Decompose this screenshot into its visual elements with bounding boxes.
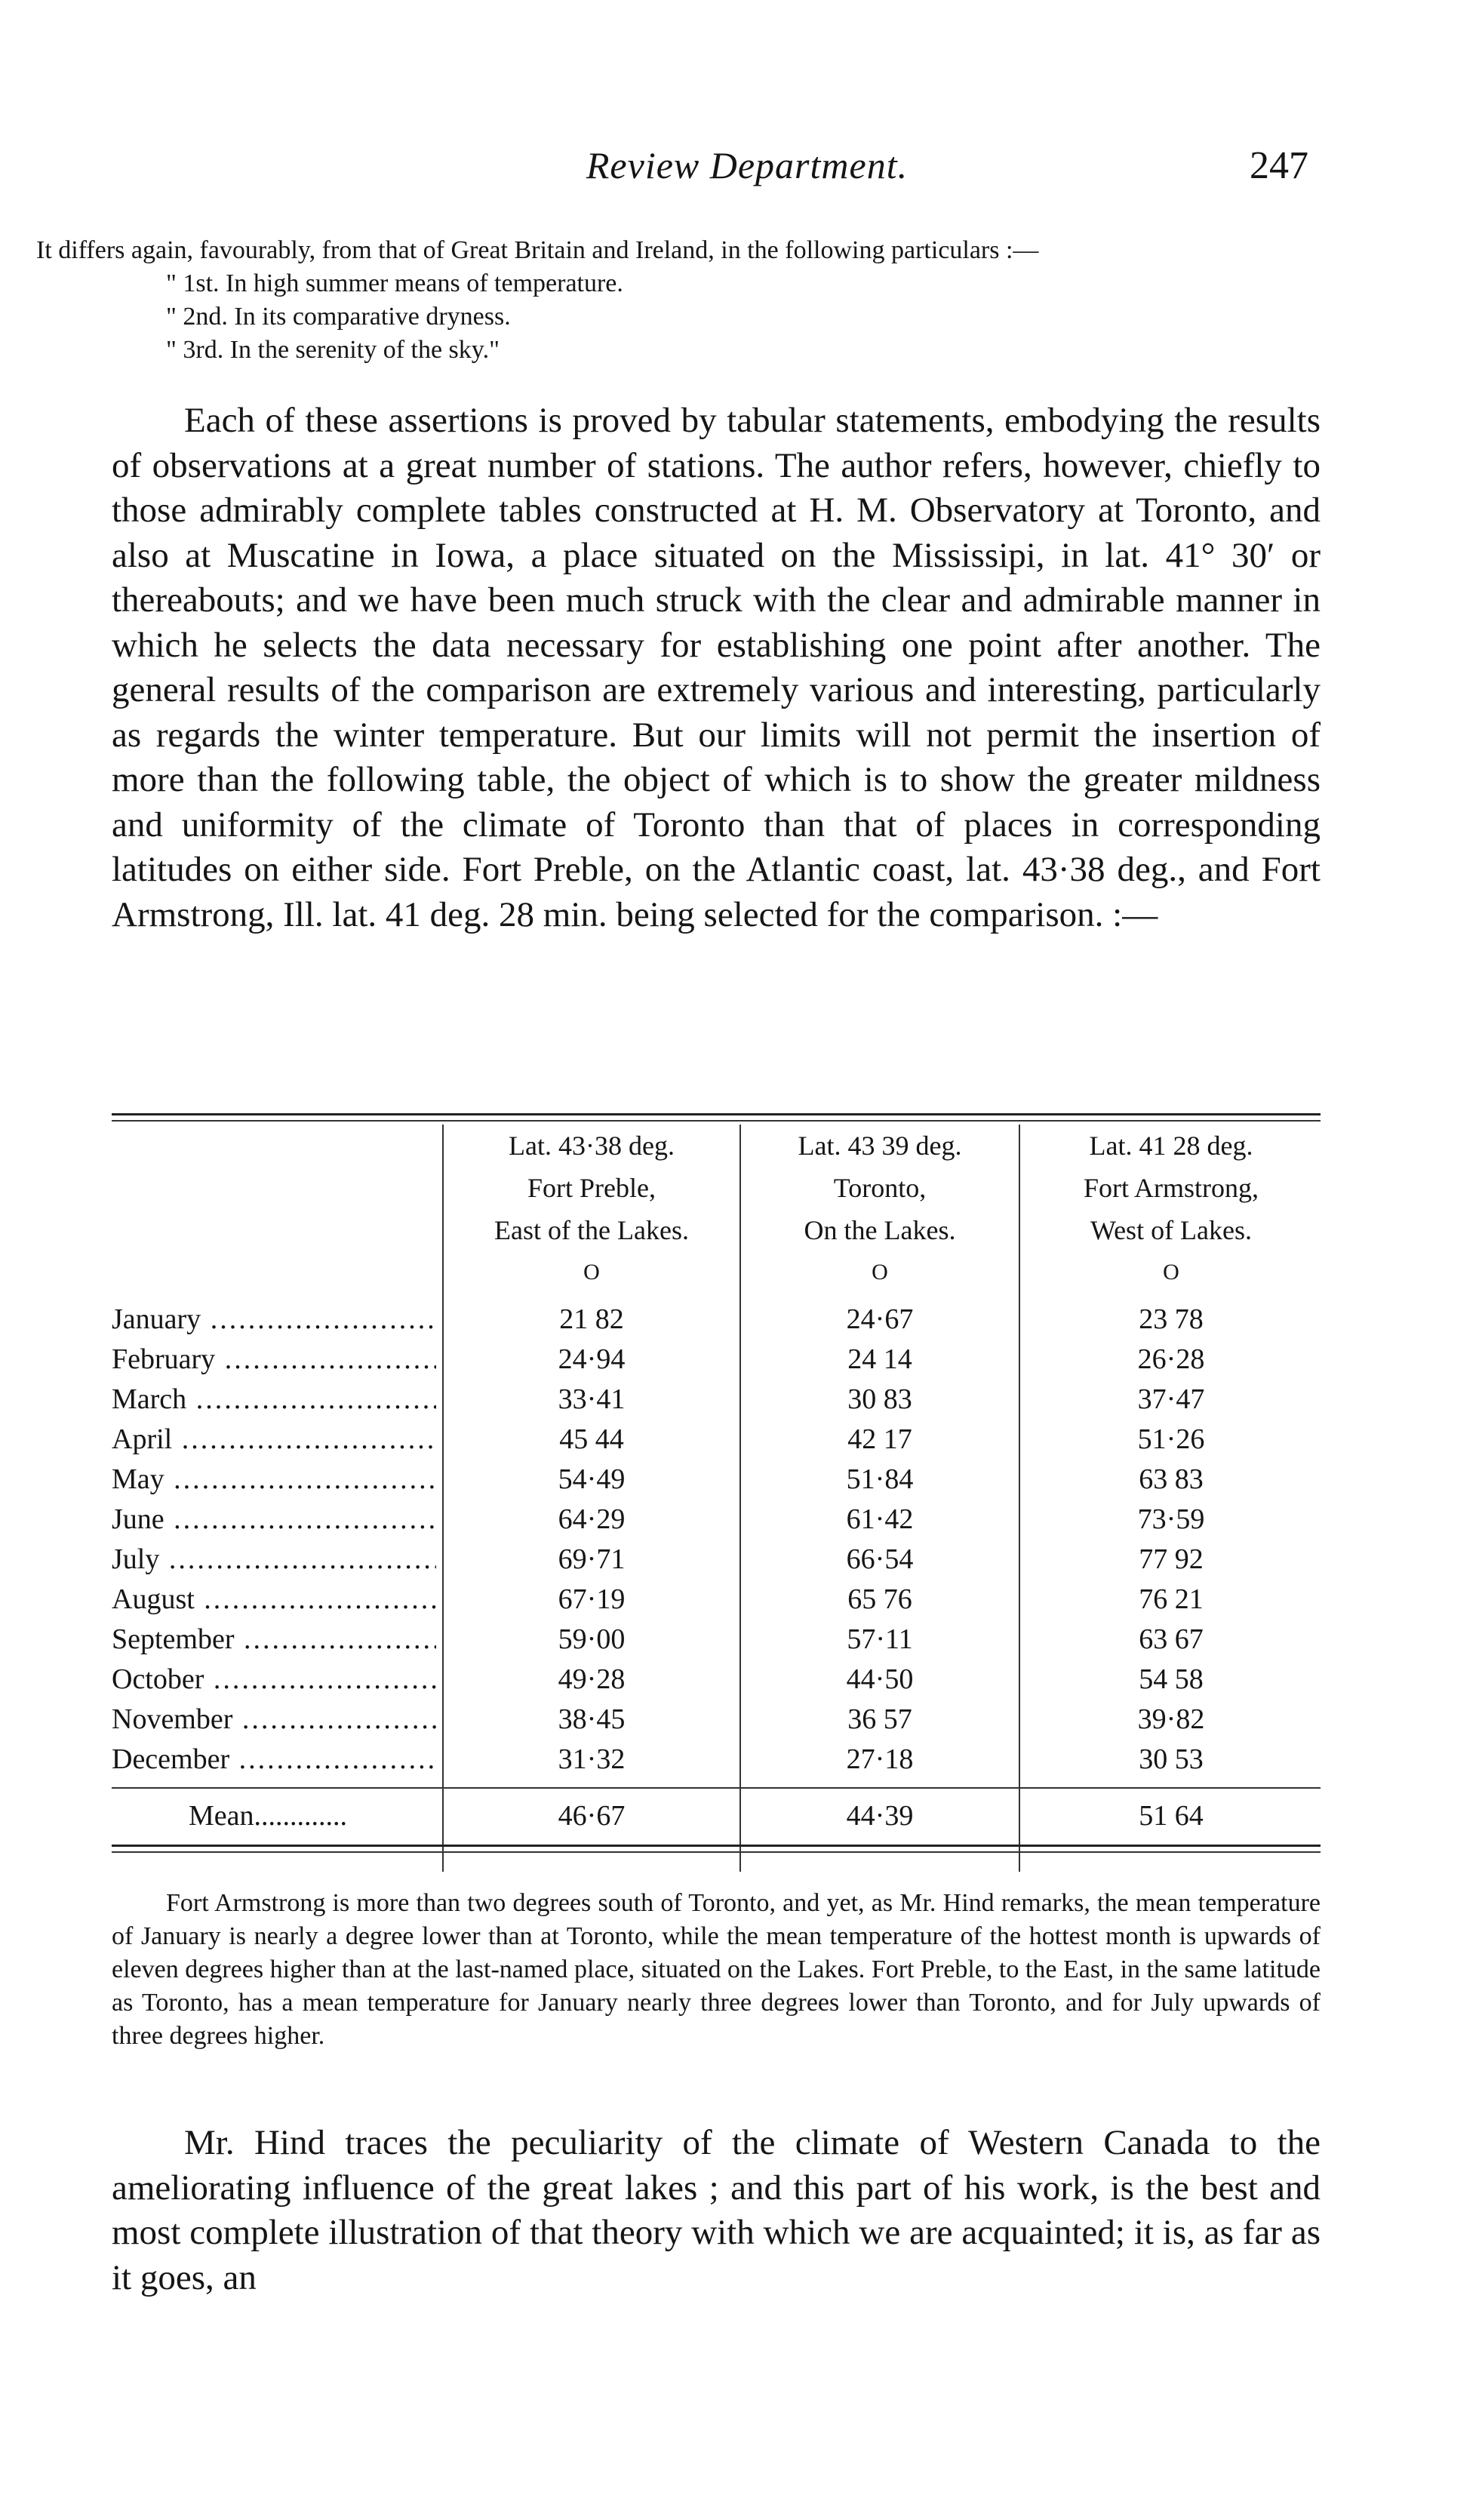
- temperature-value-toronto: 42 17: [847, 1423, 912, 1455]
- degree-unit: O: [1163, 1260, 1179, 1285]
- temperature-value-fort-preble: 69·71: [558, 1543, 626, 1575]
- column-header-line: West of Lakes.: [1090, 1215, 1253, 1245]
- month-label: May .....: [112, 1460, 436, 1500]
- table-bottom-rule-inner: [112, 1851, 1321, 1853]
- column-header-line: Lat. 43 39 deg.: [798, 1131, 962, 1161]
- month-label: February .....: [112, 1340, 436, 1380]
- month-label: March .....: [112, 1380, 436, 1420]
- temperature-value-fort-armstrong: 77 92: [1139, 1543, 1204, 1575]
- column-header-fort-armstrong: [1022, 1125, 1321, 1294]
- mean-label: Mean.............: [189, 1800, 348, 1832]
- table-row: [0, 1340, 1482, 1380]
- temperature-value-toronto: 51·84: [846, 1463, 914, 1495]
- column-header-line: Fort Preble,: [527, 1173, 656, 1203]
- page-number: 247: [1250, 144, 1308, 187]
- intro-item-2: " 2nd. In its comparative dryness.: [166, 303, 511, 331]
- intro-item-3: " 3rd. In the serenity of the sky.": [166, 336, 500, 364]
- table-row: [0, 1580, 1482, 1620]
- temperature-value-fort-armstrong: 51·26: [1137, 1423, 1205, 1455]
- table-top-rule: [112, 1113, 1321, 1115]
- temperature-value-fort-armstrong: 73·59: [1137, 1503, 1205, 1535]
- temperature-value-fort-armstrong: 39·82: [1137, 1703, 1205, 1735]
- body-paragraph-block: [112, 398, 1321, 937]
- mean-value-fort-preble: 46·67: [558, 1800, 626, 1832]
- temperature-value-fort-armstrong: 37·47: [1137, 1383, 1205, 1415]
- temperature-value-toronto: 44·50: [846, 1663, 914, 1695]
- degree-unit: O: [583, 1260, 600, 1285]
- temperature-value-toronto: 30 83: [847, 1383, 912, 1415]
- mean-rule: [112, 1787, 1321, 1789]
- temperature-value-fort-preble: 64·29: [558, 1503, 626, 1535]
- temperature-value-fort-preble: 59·00: [558, 1623, 626, 1655]
- table-row: [0, 1540, 1482, 1580]
- degree-unit: O: [872, 1260, 888, 1285]
- temperature-value-toronto: 24·67: [846, 1303, 914, 1335]
- temperature-value-fort-preble: 21 82: [559, 1303, 624, 1335]
- column-header-line: Fort Armstrong,: [1083, 1173, 1259, 1203]
- temperature-value-fort-preble: 45 44: [559, 1423, 624, 1455]
- table-row: [0, 1700, 1482, 1740]
- column-header-line: On the Lakes.: [804, 1215, 956, 1245]
- table-row: [0, 1740, 1482, 1780]
- intro-item-1: " 1st. In high summer means of temperature.: [166, 269, 623, 297]
- temperature-value-fort-armstrong: 26·28: [1137, 1343, 1205, 1375]
- table-row: [0, 1380, 1482, 1420]
- month-label: December .....: [112, 1740, 436, 1780]
- temperature-value-fort-preble: 31·32: [558, 1743, 626, 1775]
- table-row: [0, 1500, 1482, 1540]
- temperature-value-fort-preble: 24·94: [558, 1343, 626, 1375]
- closing-paragraph: Mr. Hind traces the peculiarity of the climate of Western Canada to the ameliorating influence of the great lakes ; and this part of his work, is the best and most complete illustration of that theory with which we are acquainted; it is, as far as it goes, an: [112, 2123, 1321, 2297]
- table-row: [0, 1460, 1482, 1500]
- month-label: October .....: [112, 1660, 436, 1700]
- footnote: Fort Armstrong is more than two degrees south of Toronto, and yet, as Mr. Hind remarks, the mean temperature of January is nearly a degree lower than at Toronto, while the mean temperature of the hottest month is upwards of eleven degrees higher than at the last-named place, situated on the Lakes. Fort Preble, to the East, in the same latitude as Toronto, has a mean temperature for January nearly three degrees lower than Toronto, and for July upwards of three degrees higher.: [112, 1889, 1321, 2050]
- temperature-value-fort-preble: 38·45: [558, 1703, 626, 1735]
- temperature-value-fort-preble: 54·49: [558, 1463, 626, 1495]
- temperature-value-toronto: 66·54: [846, 1543, 914, 1575]
- month-label: June .....: [112, 1500, 436, 1540]
- column-header-line: Lat. 43·38 deg.: [509, 1131, 675, 1161]
- month-label: January .....: [112, 1300, 436, 1340]
- temperature-value-fort-preble: 33·41: [558, 1383, 626, 1415]
- table-row: [0, 1300, 1482, 1340]
- column-header-line: Toronto,: [833, 1173, 927, 1203]
- footnote-block: [112, 1887, 1321, 2053]
- running-header-title: Review Department.: [586, 144, 909, 186]
- intro-lead: It differs again, favourably, from that of Great Britain and Ireland, in the following particulars :—: [36, 236, 1039, 264]
- temperature-value-toronto: 61·42: [846, 1503, 914, 1535]
- temperature-value-toronto: 65 76: [847, 1583, 912, 1615]
- temperature-value-toronto: 27·18: [846, 1743, 914, 1775]
- temperature-value-fort-armstrong: 63 67: [1139, 1623, 1204, 1655]
- body-paragraph: Each of these assertions is proved by tabular statements, embodying the results of observations at a great number of stations. The author refers, however, chiefly to those admirably complete tables constructed at H. M. Observatory at Toronto, and also at Muscatine in Iowa, a place situated on the Mississipi, in lat. 41° 30′ or thereabouts; and we have been much struck with the clear and admirable manner in which he selects the data necessary for establishing one point after another. The general results of the comparison are extremely various and interesting, particularly as regards the winter temperature. But our limits will not permit the insertion of more than the following table, the object of which is to show the greater mildness and uniformity of the climate of Toronto than that of places in corresponding latitudes on either side. Fort Preble, on the Atlantic coast, lat. 43·38 deg., and Fort Armstrong, Ill. lat. 41 deg. 28 min. being selected for the comparison. :—: [112, 401, 1321, 934]
- table-row: [0, 1620, 1482, 1660]
- temperature-value-toronto: 24 14: [847, 1343, 912, 1375]
- temperature-value-fort-armstrong: 23 78: [1139, 1303, 1204, 1335]
- closing-paragraph-block: [112, 2121, 1321, 2300]
- month-label: November .....: [112, 1700, 436, 1740]
- temperature-value-toronto: 57·11: [847, 1623, 913, 1655]
- table-row: [0, 1420, 1482, 1460]
- temperature-value-fort-armstrong: 63 83: [1139, 1463, 1204, 1495]
- mean-row: [0, 1796, 1482, 1836]
- column-header-toronto: [743, 1125, 1017, 1294]
- temperature-value-fort-armstrong: 30 53: [1139, 1743, 1204, 1775]
- month-label: September .....: [112, 1620, 436, 1660]
- table-top-rule-inner: [112, 1120, 1321, 1122]
- temperature-value-toronto: 36 57: [847, 1703, 912, 1735]
- temperature-value-fort-armstrong: 76 21: [1139, 1583, 1204, 1615]
- month-label: April .....: [112, 1420, 436, 1460]
- column-header-line: East of the Lakes.: [494, 1215, 689, 1245]
- temperature-value-fort-preble: 67·19: [558, 1583, 626, 1615]
- month-label: August .....: [112, 1580, 436, 1620]
- table-row: [0, 1660, 1482, 1700]
- table-bottom-rule: [112, 1845, 1321, 1847]
- column-header-fort-preble: [445, 1125, 738, 1294]
- mean-value-fort-armstrong: 51 64: [1139, 1800, 1204, 1832]
- temperature-value-fort-preble: 49·28: [558, 1663, 626, 1695]
- month-label: July .....: [112, 1540, 436, 1580]
- temperature-value-fort-armstrong: 54 58: [1139, 1663, 1204, 1695]
- mean-value-toronto: 44·39: [846, 1800, 914, 1832]
- intro-block: [36, 234, 1321, 367]
- column-header-line: Lat. 41 28 deg.: [1089, 1131, 1253, 1161]
- mean-label-text: Mean: [189, 1800, 254, 1832]
